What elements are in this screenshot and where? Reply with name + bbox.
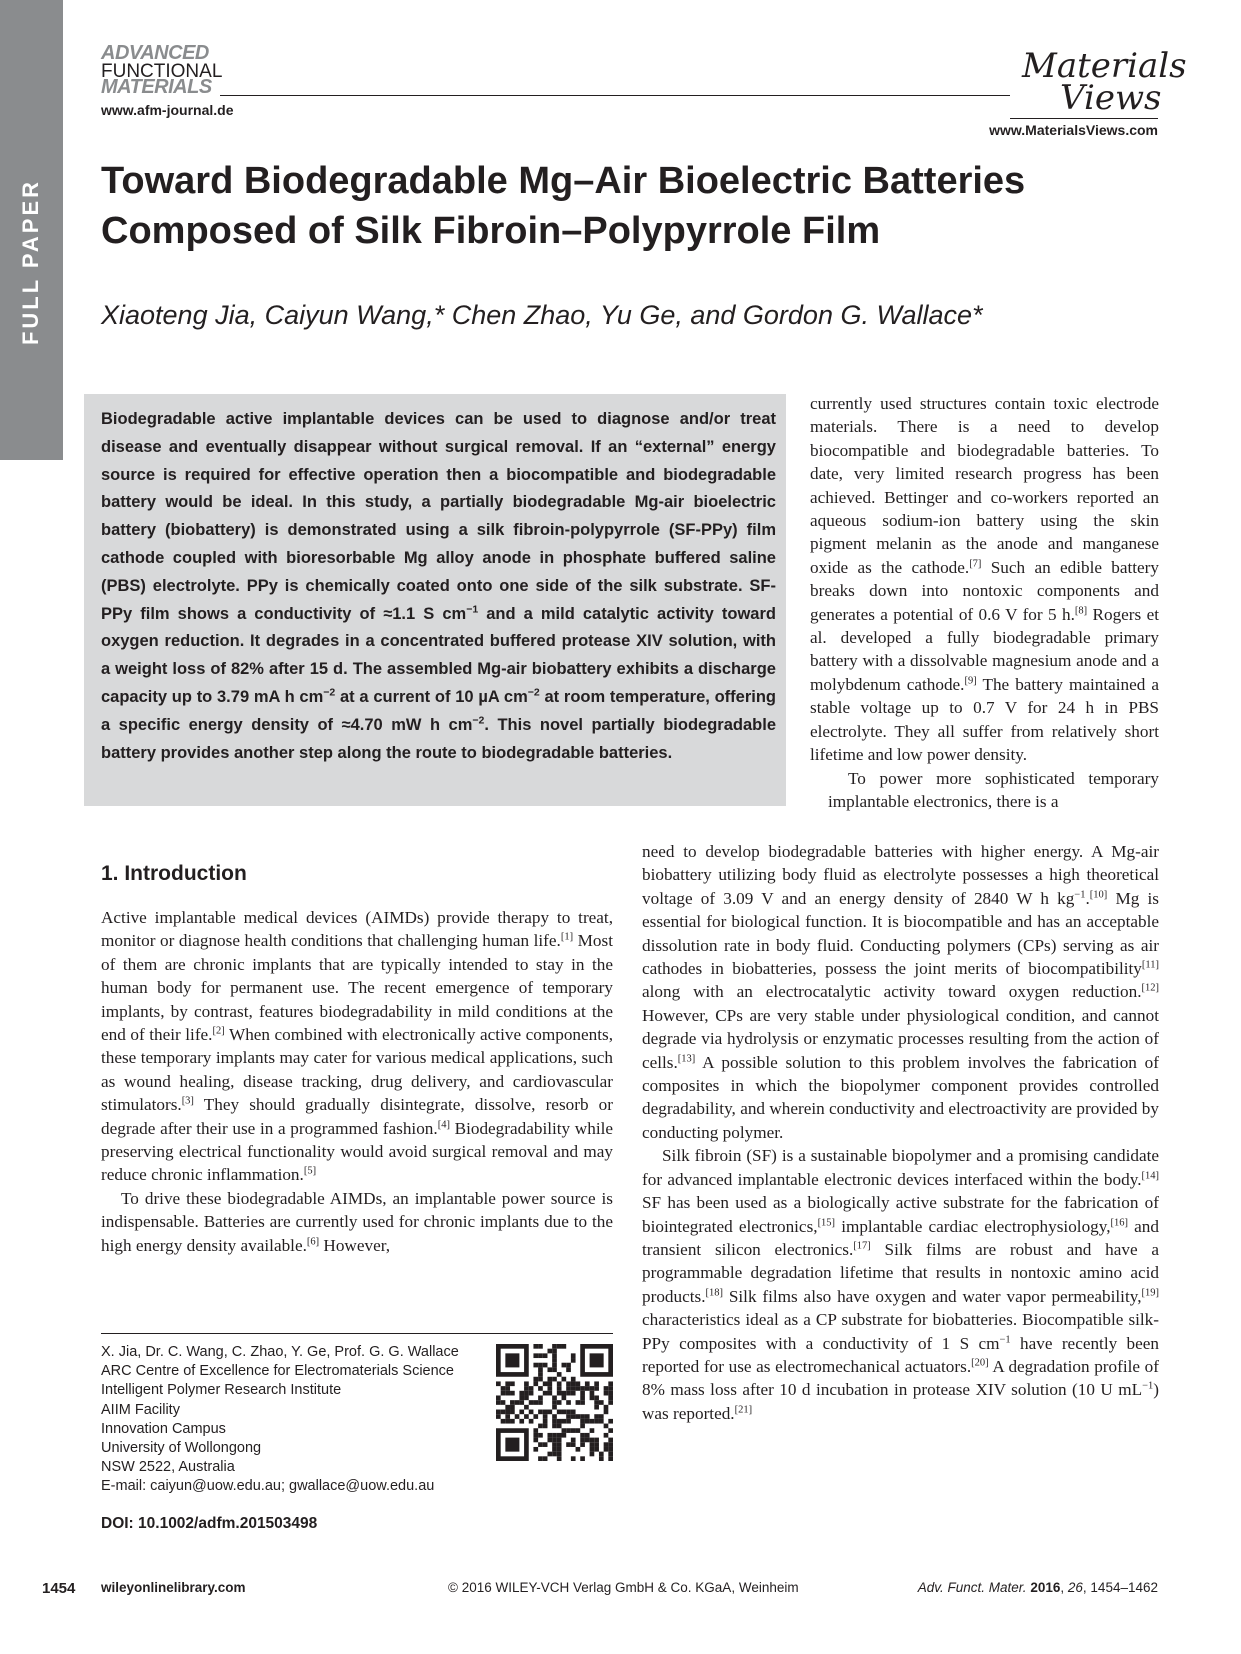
footer-journal: Adv. Funct. Mater. [917,1580,1027,1595]
footer-pages: , 1454–1462 [1082,1580,1158,1595]
footer-site[interactable]: wileyonlinelibrary.com [101,1580,246,1595]
author-list: Xiaoteng Jia, Caiyun Wang,* Chen Zhao, Yu Ge, and Gordon G. Wallace* [101,300,983,330]
right-paragraph-1: currently used structures contain toxic electrode materials. There is a need to develop biocompatible and biodegradable batteries. To date, very limited research progress has been achieved. Bettinger and co-workers reported an aqueous sodium-ion battery using the skin pigment melanin as the anode and manganese oxide as the cathode.[7] Such an edible battery breaks down into nontoxic components and generates a potential of 0.6 V for 5 h.[8] Rogers et al. developed a fully biodegradable primary battery with a dissolvable magnesium anode and a molybdenum cathode.[9] The battery maintained a stable voltage up to 0.7 V for 24 h in PBS electrolyte. They all suffer from relatively short lifetime and low power density. [810,394,1159,765]
footer-volume: 26 [1067,1580,1083,1595]
journal-url[interactable]: www.afm-journal.de [101,102,234,118]
footer-copyright: © 2016 WILEY-VCH Verlag GmbH & Co. KGaA, Weinheim [448,1580,799,1595]
right-paragraph-3: Silk fibroin (SF) is a sustainable biopolymer and a promising candidate for advanced implantable electronic devices interfaced within the body.[14] SF has been used as a biologically active substrate for the fabrication of biointegrated electronics,[15] implantable cardiac electrophysiology,[16] and transient silicon electronics.[17] Silk films are robust and have a programmable degradation lifetime that results in nontoxic amino acid products.[18] Silk films also have oxygen and water vapor permeability,[19] characteristics ideal as a CP substrate for biobatteries. Biocompatible silk-PPy composites with a conductivity of 1 S $cm^{-1}$ have recently been reported for use as electromechanical actuators.[20] A degradation profile of 8% mass loss after 10 d incubation in protease XIV solution (10 U $mL^{-1}$) was reported.[21] [642,1146,1159,1423]
partner-logo [1022,46,1187,118]
title-line2: Composed of Silk Fibroin–Polypyrrole Film [101,210,881,252]
partner-logo-line1: Materials [1022,46,1187,86]
partner-url[interactable]: www.MaterialsViews.com [989,122,1158,138]
journal-logo-line2: FUNCTIONAL [101,61,223,82]
footer-citation: Adv. Funct. Mater. 2016, 26, 1454–1462 [917,1580,1158,1595]
sidebar-label: FULL PAPER [18,178,43,346]
affiliation-line: AIIM Facility [101,1401,180,1418]
right-paragraph-2b: need to develop biodegradable batteries with higher energy. A Mg-air biobattery utilizing body fluid as electrolyte possesses a high theoretical voltage of 3.09 V and an energy density of 2840 W h $kg^{-1}.[10]$ Mg is essential for biological function. It is biocompatible and has an acceptable dissolution rate in body fluid. Conducting polymers (CPs) serving as air cathodes in biobatteries, possess the joint merits of biocompatibility[11] along with an electrocatalytic activity toward oxygen reduction.[12] However, CPs are very stable under physiological condition, and cannot degrade via hydrolysis or enzymatic processes resulting from the action of cells.[13] A possible solution to this problem involves the fabrication of composites in which the biopolymer component provides controlled degradability, and wherein conductivity and electroactivity are provided by conducting polymer. [642,842,1159,1142]
header-rule-right [1010,118,1158,119]
affiliation-line: NSW 2522, Australia [101,1459,235,1476]
affiliation-rule [101,1333,613,1334]
article-title [101,156,1101,256]
header-rule [220,95,1010,96]
affiliation-line: Innovation Campus [101,1420,226,1437]
affiliation-line: X. Jia, Dr. C. Wang, C. Zhao, Y. Ge, Prof. G. G. Wallace [101,1344,459,1360]
affiliation-line: E-mail: caiyun@uow.edu.au; gwallace@uow.edu.au [101,1478,435,1495]
footer-year: 2016 [1030,1580,1061,1595]
right-column-main [642,840,1159,1425]
page-number: 1454 [42,1580,76,1597]
journal-logo-line1: ADVANCED [101,42,209,64]
right-paragraph-2a: To power more sophisticated temporary implantable electronics, there is a [828,768,1159,811]
affiliation-block [101,1343,481,1497]
right-column-top [810,392,1159,813]
affiliation-line: ARC Centre of Excellence for Electromaterials Science [101,1363,454,1380]
title-line1: Toward Biodegradable Mg–Air Bioelectric Batteries [101,160,1026,202]
intro-paragraph-1: Active implantable medical devices (AIMDs) provide therapy to treat, monitor or diagnose health conditions that challenging human life.[1] Most of them are chronic implants that are typically intended to stay in the human body for permanent use. The recent emergence of temporary implants, by contrast, features biodegradability in mild conditions at the end of their life.[2] When combined with electronically active components, these temporary implants may cater for various medical applications, such as wound healing, disease tracking, drug delivery, and cardiovascular stimulators.[3] They should gradually disintegrate, dissolve, resorb or degrade after their use in a programmed fashion.[4] Biodegradability while preserving electrical functionality would avoid surgical removal and may reduce chronic inflammation.[5] [101,908,613,1185]
journal-logo-line3: MATERIALS [101,76,212,98]
sidebar-label-wrap [0,0,63,460]
left-column [101,906,613,1257]
partner-logo-line2: Views [1060,78,1162,118]
affiliation-line: University of Wollongong [101,1440,262,1457]
affiliation-line: Intelligent Polymer Research Institute [101,1382,342,1399]
section-heading-introduction: 1. Introduction [101,862,247,885]
abstract-text: Biodegradable active implantable devices can be used to diagnose and/or treat disease and eventually disappear without surgical removal. If an “external” energy source is required for effective operation then a biocompatible and biodegradable battery would be ideal. In this study, a partially biodegradable Mg-air bioelectric battery (biobattery) is demonstrated using a silk fibroin-polypyrrole (SF-PPy) film cathode coupled with bioresorbable Mg alloy anode in phosphate buffered saline (PBS) electrolyte. PPy is chemically coated onto one side of the silk substrate. SF-PPy film shows a conductivity of ≈1.1 S $cm^{-1}$ and a mild catalytic activity toward oxygen reduction. It degrades in a concentrated buffered protease XIV solution, with a weight loss of 82% after 15 d. The assembled Mg-air biobattery exhibits a discharge capacity up to 3.79 mA h $cm^{-2}$ at a current of 10 µA $cm^{-2}$ at room temperature, offering a specific energy density of ≈4.70 mW h $cm^{-2}$. This novel partially biodegradable battery provides another step along the route to biodegradable batteries. [101,410,777,762]
doi[interactable]: DOI: 10.1002/adfm.201503498 [101,1515,318,1532]
qr-code-icon [496,1344,613,1461]
intro-paragraph-2: To drive these biodegradable AIMDs, an implantable power source is indispensable. Batteries are currently used for chronic implants due to the high energy density available.[6] However, [101,1188,613,1255]
